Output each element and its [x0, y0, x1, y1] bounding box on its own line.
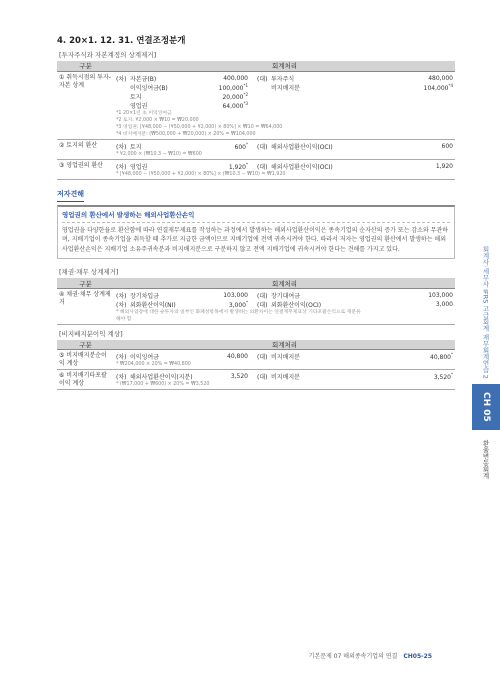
debit-amount: 3,520 — [230, 373, 248, 381]
author-opinion-heading: 저자견해 — [57, 189, 84, 202]
credit-mark: (대) — [257, 292, 268, 300]
author-opinion-body: 영업권을 다양한율로 환산함에 따라 연결재무제표를 작성하는 과정에서 발생하는 해외사업환산이익은 종속기업의 순자산의 증가 또는 감소와 무관하며, 지배기업이 종속기업을 취득할 때 추가로 지급한 금액이므로 지배기업에 전액 귀속시켜야 한다. 따라서 저자는 영업권의 환산에서 발생하는 해외사업환산손익은 지배기업 소유주귀속분과 비지배지분으로 구분하지 않고 전액 지배기업에 귀속시켜야 한다는 견해를 가지고 있다. — [62, 226, 449, 253]
footnote-mark: * — [451, 372, 453, 378]
sub-label-nci-income: [비지배지분이익 계상] — [59, 329, 123, 338]
footnote: * [¥48,000 − (¥50,000 + ¥2,000) × 80%] × (₩10.3 − ₩10) = ₩1,920 — [116, 171, 286, 177]
footer-text: 기본문제 07 해외종속기업의 연결 — [308, 653, 398, 660]
debit-account: 토지 — [130, 143, 142, 151]
debit-amount: 20,000$^{*2}$ — [222, 91, 248, 101]
credit-account: 비지배지분 — [271, 84, 300, 92]
debit-amount: 3,000* — [228, 299, 248, 309]
row-label: ① 취득시점의 투자-자본 상계 — [57, 71, 114, 139]
table-header — [57, 278, 455, 288]
entry-cell — [114, 159, 455, 179]
debit-amount: 100,000$^{*1}$ — [218, 82, 248, 92]
table-row — [57, 159, 455, 179]
col-header-category: 구분 — [57, 340, 114, 350]
entry-cell — [114, 350, 455, 370]
debit-mark: (차) — [116, 292, 127, 300]
entry-line — [116, 101, 453, 110]
section-title: 4. 20×1. 12. 31. 연결조정분개 — [57, 36, 186, 46]
debit-mark: (차) — [116, 75, 127, 83]
row-label: ④ 채권·채무 상계제거 — [57, 288, 114, 324]
entry-cell — [114, 370, 455, 390]
debit-amount: 600* — [234, 141, 248, 151]
side-chapter-title: 환율변동회계 — [481, 440, 490, 479]
credit-amount: 40,800* — [430, 352, 453, 362]
footnote-mark: * — [246, 161, 248, 167]
debit-account: 토지 — [130, 93, 142, 101]
row-label: ③ 영업권의 환산 — [57, 159, 114, 179]
footnote: * ₩204,000 × 20% = ₩40,800 — [116, 362, 191, 368]
footnote-mark: *1 — [243, 82, 248, 88]
row-label: ⑤ 비지배지분순이익 계상 — [57, 350, 114, 370]
credit-account: 외화환산이익(OCI) — [271, 301, 322, 309]
debit-amount: 1,920* — [228, 161, 248, 171]
credit-amount: 104,000$^{*4}$ — [423, 82, 453, 92]
footnote-mark: *3 — [243, 100, 248, 106]
debit-mark: (차) — [116, 143, 127, 151]
row-label: ⑥ 비지배기타포괄이익 계상 — [57, 370, 114, 390]
side-book-title: 회계사·세무사 IFRS 고급회계 재무회계연습 2 — [481, 246, 490, 379]
footnote: *2 토지: ¥2,000 × ₩10 = ₩20,000 — [116, 117, 199, 123]
debit-account: 영업권 — [130, 102, 148, 110]
footnote: * ¥2,000 × (₩10.3 − ₩10) = ₩600 — [116, 151, 202, 157]
footnote: 해야 함 — [116, 316, 132, 322]
entry-line — [116, 142, 453, 151]
col-header-accounting: 회계처리 — [114, 340, 455, 350]
entry-line — [116, 300, 453, 309]
chapter-tab-label: CH 05 — [481, 392, 491, 422]
entry-cell — [114, 71, 455, 139]
debit-amount: 103,000 — [223, 291, 248, 299]
entry-line — [116, 92, 453, 101]
debit-mark: (차) — [116, 374, 127, 382]
footnote-mark: *2 — [243, 91, 248, 97]
debit-amount: 64,000$^{*3}$ — [222, 100, 248, 110]
debit-account: 이익잉여금(B) — [130, 84, 168, 92]
table-row — [57, 139, 455, 159]
debit-amount: 400,000 — [223, 74, 248, 82]
debit-account: 장기차입금 — [130, 292, 159, 300]
table-header — [57, 61, 455, 71]
credit-account: 해외사업환산이익(OCI) — [271, 163, 333, 171]
row-label: ② 토지의 환산 — [57, 139, 114, 159]
footnote: * (₩17,000 + ₩600) × 20% = ₩3,520 — [116, 382, 210, 388]
debit-mark: (차) — [116, 163, 127, 171]
credit-amount: 103,000 — [428, 291, 453, 299]
entry-line — [116, 83, 453, 92]
col-header-category: 구분 — [57, 278, 114, 288]
footnote: * 해외사업장에 대한 순투자의 일부인 화폐성항목에서 발생하는 외환차이는 연결재무제표상 기타포괄손익으로 재분류 — [116, 309, 361, 315]
author-opinion-box — [57, 205, 455, 260]
debit-account: 이익잉여금 — [130, 354, 159, 362]
debit-mark: (차) — [116, 354, 127, 362]
entry-line — [116, 162, 453, 171]
entry-line — [116, 352, 453, 361]
debit-account: 영업권 — [130, 163, 148, 171]
credit-mark: (대) — [257, 75, 268, 83]
credit-mark: (대) — [257, 301, 268, 309]
journal-table-3 — [57, 340, 455, 391]
page-number: CH05-25 — [403, 653, 432, 660]
table-row — [57, 288, 455, 324]
credit-mark: (대) — [257, 374, 268, 382]
chapter-tab — [472, 384, 500, 430]
credit-account: 해외사업환산이익(OCI) — [271, 143, 333, 151]
credit-amount: 480,000 — [428, 74, 453, 82]
credit-mark: (대) — [257, 163, 268, 171]
entry-cell — [114, 288, 455, 324]
debit-mark: (차) — [116, 301, 127, 309]
journal-table-1 — [57, 61, 455, 180]
footnote-mark: * — [246, 141, 248, 147]
debit-account: 외화환산이익(NI) — [130, 301, 176, 309]
credit-account: 비지배지분 — [271, 374, 300, 382]
col-header-category: 구분 — [57, 61, 114, 71]
page-footer — [309, 651, 432, 660]
credit-mark: (대) — [257, 354, 268, 362]
table-row — [57, 71, 455, 139]
entry-line — [116, 74, 453, 83]
credit-account: 비지배지분 — [271, 354, 300, 362]
credit-amount: 3,000 — [435, 300, 453, 308]
credit-amount: 600 — [441, 142, 453, 150]
entry-cell — [114, 139, 455, 159]
journal-table-2 — [57, 278, 455, 325]
footnote-mark: * — [451, 352, 453, 358]
footnote: *4 비지배지분: (₩500,000 + ₩20,000) × 20% = ₩104,000 — [116, 131, 256, 137]
content — [57, 34, 455, 390]
table-row — [57, 350, 455, 370]
footnote: *1 20×1년 초 이익잉여금 — [116, 110, 172, 116]
entry-line — [116, 291, 453, 300]
credit-account: 장기대여금 — [271, 292, 300, 300]
credit-amount: 3,520* — [433, 372, 453, 382]
credit-amount: 1,920 — [435, 162, 453, 170]
sub-label-investment-elimination: [투자주식과 자본계정의 상계제거] — [59, 51, 157, 59]
table-header — [57, 340, 455, 350]
sub-label-receivable-payable: [채권·채무 상계제거] — [59, 268, 119, 277]
debit-account: 자본금(B) — [130, 75, 157, 83]
entry-line — [116, 372, 453, 381]
footnote: *3 영업권: [¥48,000 − (¥50,000 + ¥2,000) × 80%] × ₩10 = ₩64,000 — [116, 124, 283, 130]
footnote-mark: * — [246, 299, 248, 305]
debit-account: 해외사업환산이익(지분) — [130, 374, 193, 382]
table-row — [57, 370, 455, 390]
col-header-accounting: 회계처리 — [114, 278, 455, 288]
debit-amount: 40,800 — [227, 353, 248, 361]
footnote-mark: *4 — [448, 82, 453, 88]
credit-mark: (대) — [257, 143, 268, 151]
credit-account: 투자주식 — [271, 75, 295, 83]
col-header-accounting: 회계처리 — [114, 61, 455, 71]
author-opinion-title: 영업권의 환산에서 발생하는 해외사업환산손익 — [62, 210, 450, 223]
